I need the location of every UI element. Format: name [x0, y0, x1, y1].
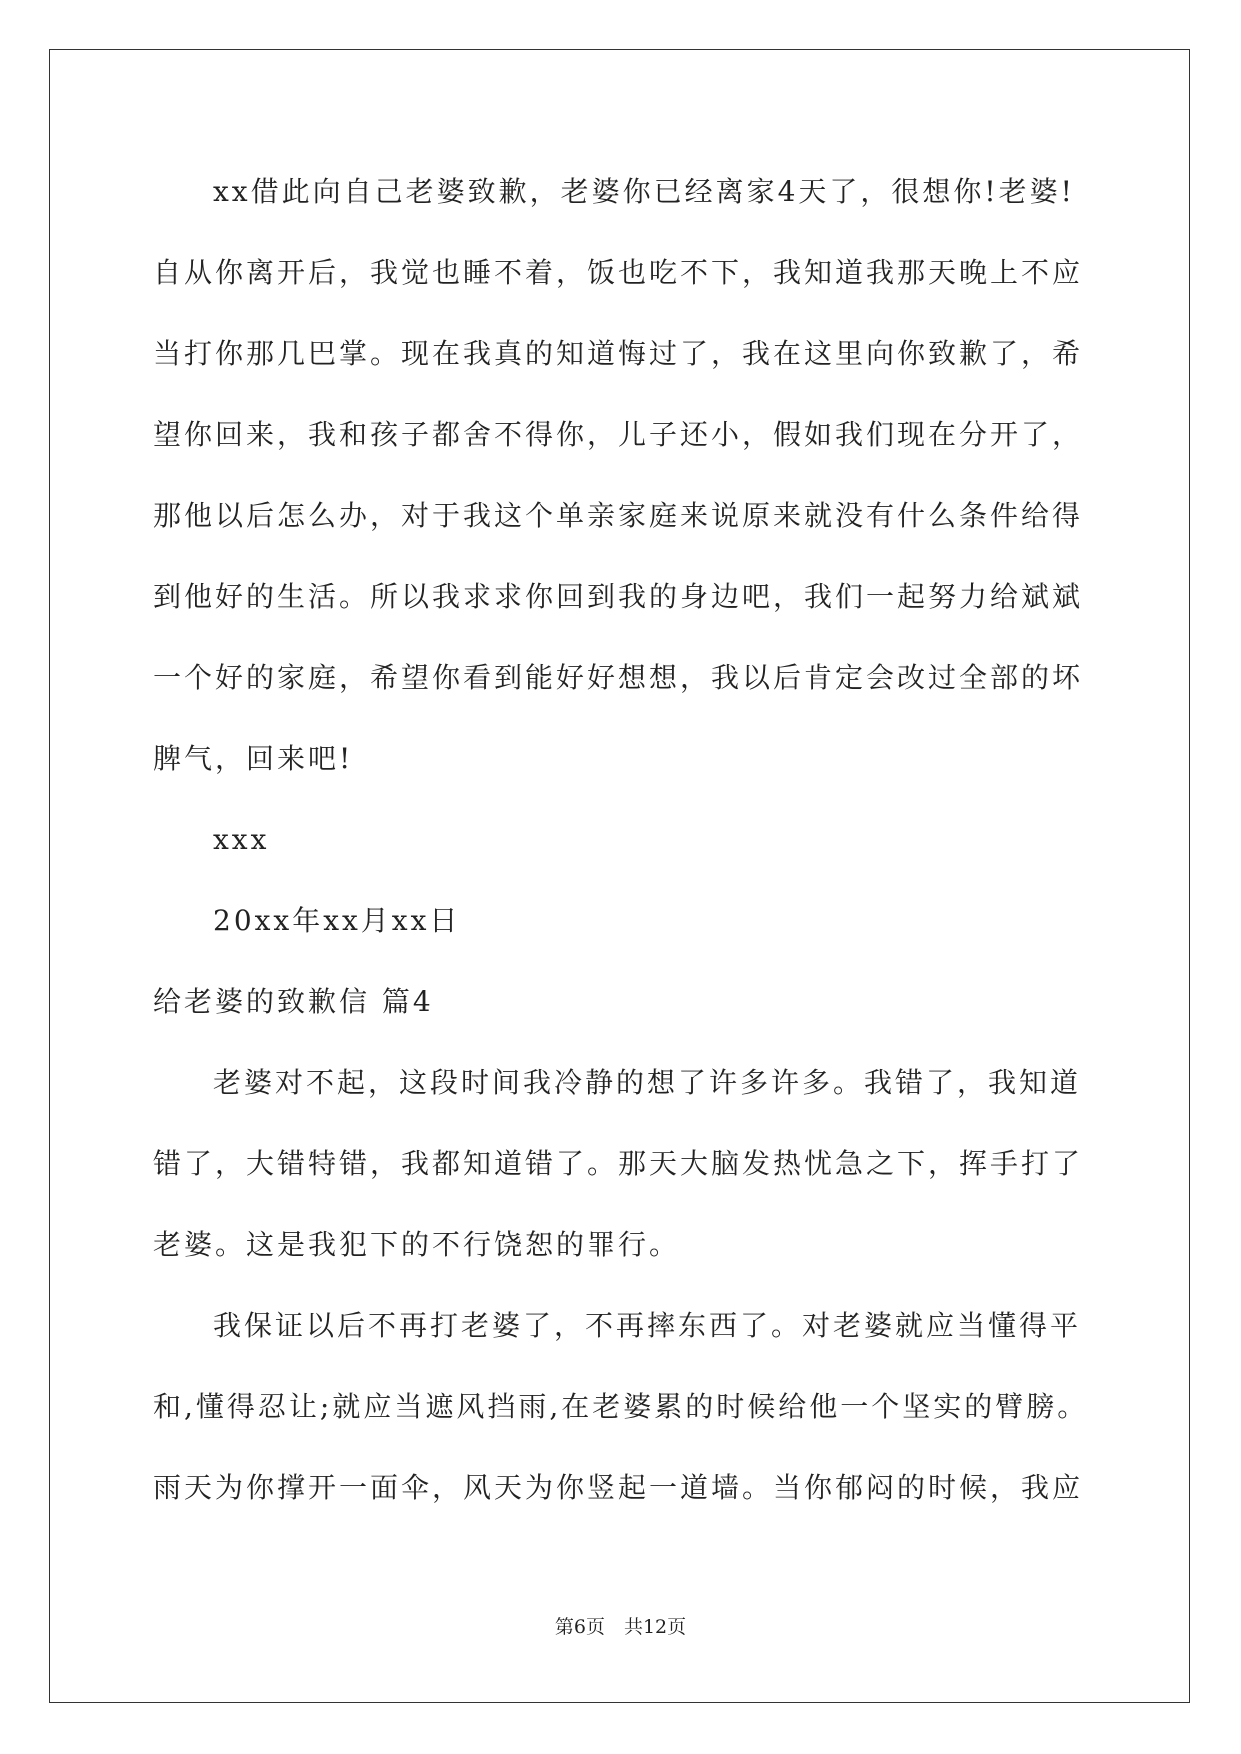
paragraph-1-line-4: 望你回来，我和孩子都舍不得你，儿子还小，假如我们现在分开了，: [153, 418, 1084, 451]
paragraph-2-line-3: 老婆。这是我犯下的不行饶恕的罪行。: [153, 1228, 681, 1261]
paragraph-2-line-2: 错了，大错特错，我都知道错了。那天大脑发热忧急之下，挥手打了: [153, 1147, 1084, 1180]
paragraph-1-line-1: xx借此向自己老婆致歉，老婆你已经离家4天了，很想你!老婆!: [213, 175, 1075, 208]
paragraph-1-line-2: 自从你离开后，我觉也睡不着，饭也吃不下，我知道我那天晚上不应: [153, 256, 1084, 289]
paragraph-3-line-1: 我保证以后不再打老婆了，不再摔东西了。对老婆就应当懂得平: [213, 1309, 1082, 1342]
paragraph-3-line-3: 雨天为你撑开一面伞，风天为你竖起一道墙。当你郁闷的时候，我应: [153, 1471, 1084, 1504]
paragraph-1-line-5: 那他以后怎么办，对于我这个单亲家庭来说原来就没有什么条件给得: [153, 499, 1084, 532]
paragraph-1-line-7: 一个好的家庭，希望你看到能好好想想，我以后肯定会改过全部的坏: [153, 661, 1084, 694]
signature: xxx: [213, 823, 270, 856]
page-footer: 第6页 共12页: [554, 1616, 687, 1638]
section-heading: 给老婆的致歉信 篇4: [153, 985, 434, 1018]
date: 20xx年xx月xx日: [213, 904, 461, 937]
paragraph-1-line-6: 到他好的生活。所以我求求你回到我的身边吧，我们一起努力给斌斌: [153, 580, 1084, 613]
page-border: [49, 49, 1190, 1703]
paragraph-2-line-1: 老婆对不起，这段时间我冷静的想了许多许多。我错了，我知道: [213, 1066, 1082, 1099]
paragraph-3-line-2: 和,懂得忍让;就应当遮风挡雨,在老婆累的时候给他一个坚实的臂膀。: [153, 1390, 1089, 1423]
paragraph-1-line-3: 当打你那几巴掌。现在我真的知道悔过了，我在这里向你致歉了，希: [153, 337, 1084, 370]
paragraph-1-line-8: 脾气，回来吧!: [153, 742, 354, 775]
